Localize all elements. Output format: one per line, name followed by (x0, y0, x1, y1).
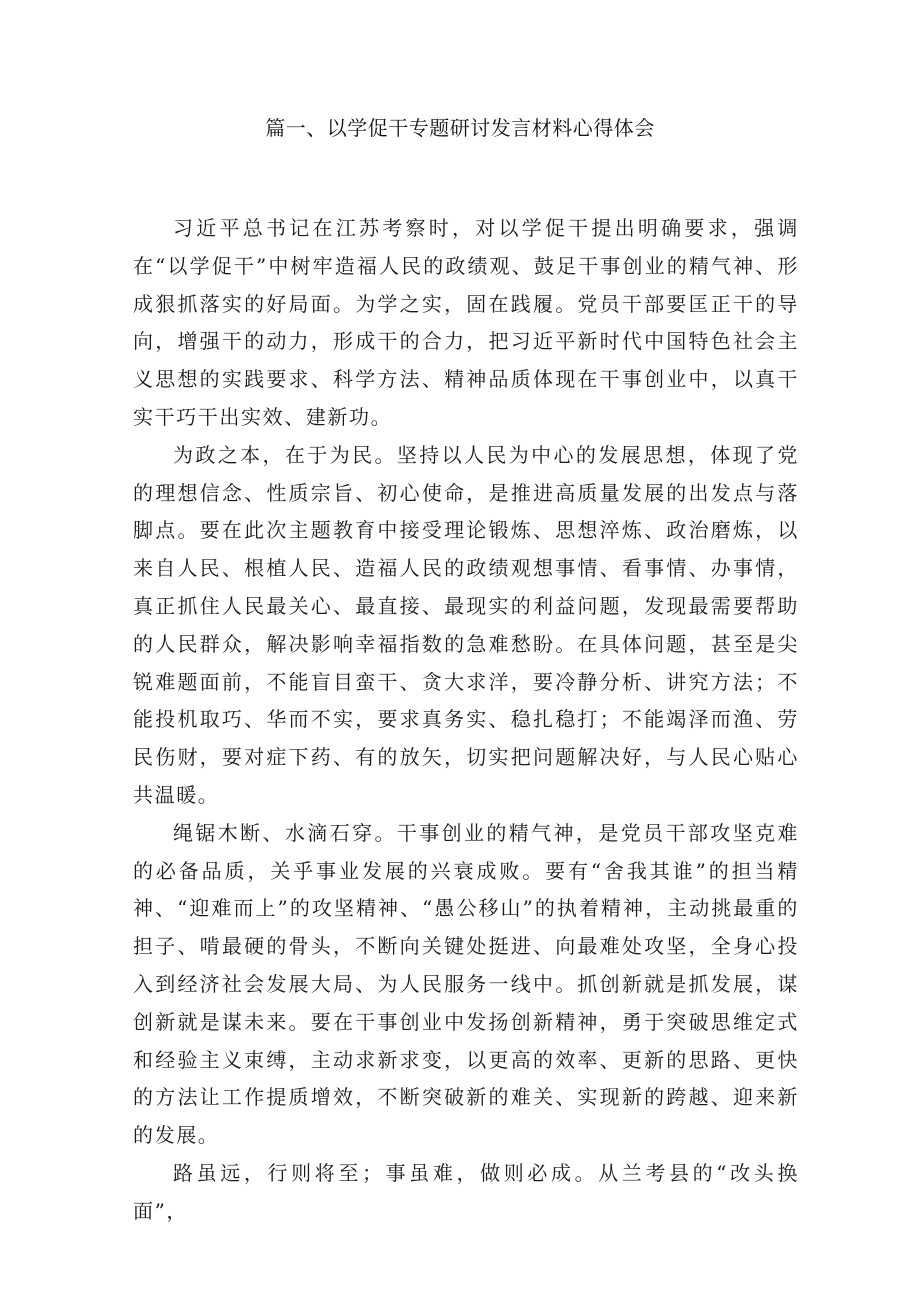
paragraph-1: 习近平总书记在江苏考察时，对以学促干提出明确要求，强调在“以学促干”中树牢造福人民的政绩观、鼓足干事创业的精气神、形成狠抓落实的好局面。为学之实，固在践履。党员干部要匡正干的导向，增强干的动力，形成干的合力，把习近平新时代中国特色社会主义思想的实践要求、科学方法、精神品质体现在干事创业中，以真干实干巧干出实效、建新功。 (133, 216, 799, 429)
paragraph-4: 路虽远，行则将至；事虽难，做则必成。从兰考县的“改头换面”， (133, 1160, 799, 1223)
paragraph-2: 为政之本，在于为民。坚持以人民为中心的发展思想，体现了党的理想信念、性质宗旨、初心使命，是推进高质量发展的出发点与落脚点。要在此次主题教育中接受理论锻炼、思想淬炼、政治磨炼，以来自人民、根植人民、造福人民的政绩观想事情、看事情、办事情，真正抓住人民最关心、最直接、最现实的利益问题，发现最需要帮助的人民群众，解决影响幸福指数的急难愁盼。在具体问题，甚至是尖锐难题面前，不能盲目蛮干、贪大求洋，要冷静分析、讲究方法；不能投机取巧、华而不实，要求真务实、稳扎稳打；不能竭泽而渔、劳民伤财，要对症下药、有的放矢，切实把问题解决好，与人民心贴心共温暖。 (133, 442, 799, 807)
document-title: 篇一、以学促干专题研讨发言材料心得体会 (265, 116, 655, 140)
document-body (133, 210, 799, 1231)
paragraph-3: 绳锯木断、水滴石穿。干事创业的精气神，是党员干部攻坚克难的必备品质，关乎事业发展的兴衰成败。要有“舍我其谁”的担当精神、“迎难而上”的攻坚精神、“愚公移山”的执着精神，主动挑最重的担子、啃最硬的骨头，不断向关键处挺进、向最难处攻坚，全身心投入到经济社会发展大局、为人民服务一线中。抓创新就是抓发展，谋创新就是谋未来。要在干事创业中发扬创新精神，勇于突破思维定式和经验主义束缚，主动求新求变，以更高的效率、更新的思路、更快的方法让工作提质增效，不断突破新的难关、实现新的跨越、迎来新的发展。 (133, 820, 799, 1148)
